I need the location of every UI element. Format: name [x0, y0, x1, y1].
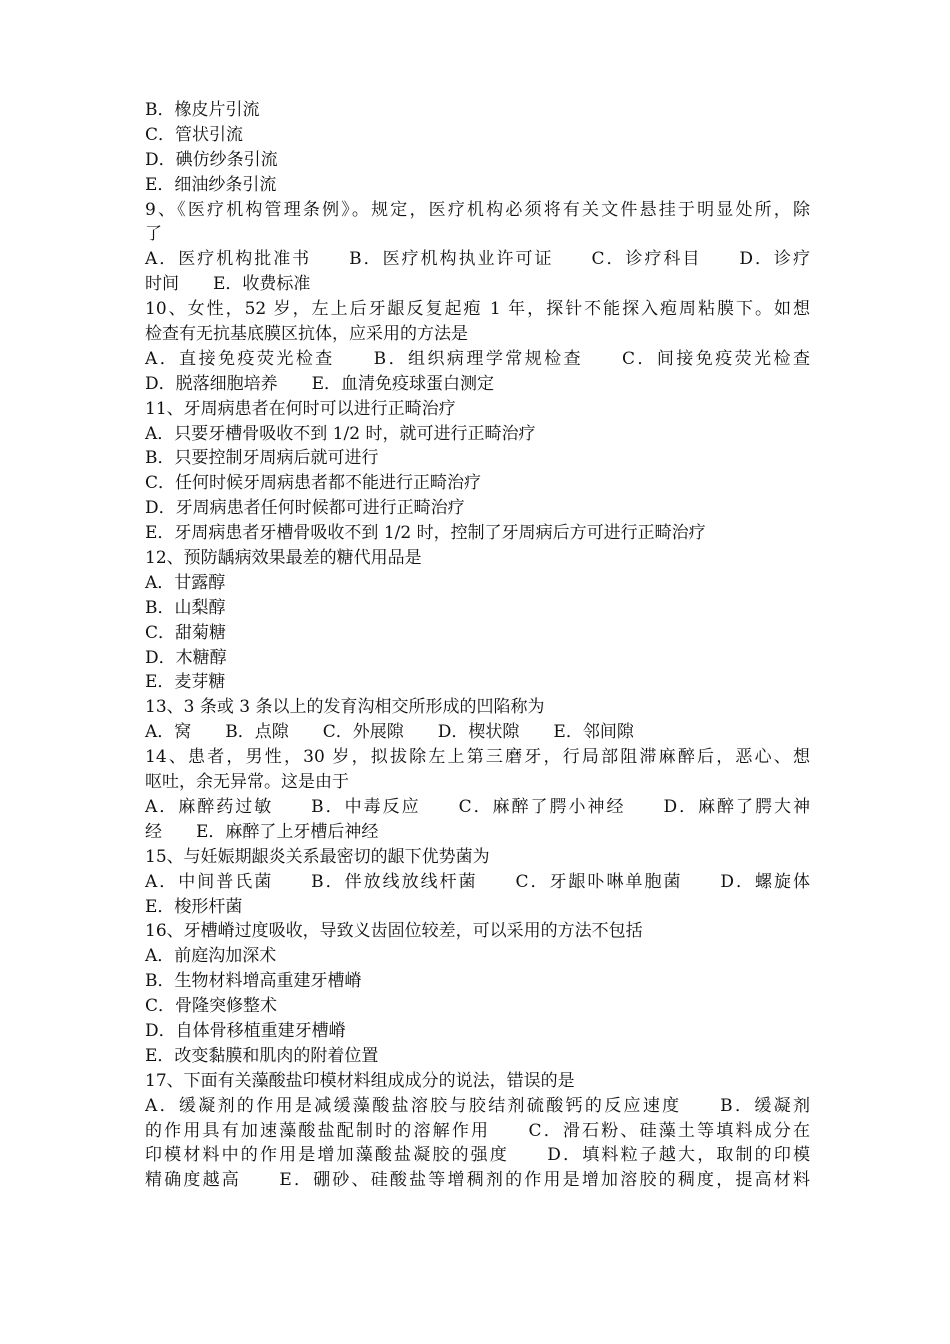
- text-line: 时间 E．收费标准: [145, 274, 311, 295]
- text-line: 16、牙槽嵴过度吸收，导致义齿固位较差，可以采用的方法不包括: [145, 921, 643, 942]
- text-line: C．甜菊糖: [145, 622, 227, 643]
- text-line: 15、与妊娠期龈炎关系最密切的龈下优势菌为: [145, 846, 490, 867]
- text-line: 检查有无抗基底膜区抗体，应采用的方法是: [145, 324, 468, 345]
- text-line: A．麻醉药过敏 B．中毒反应 C．麻醉了腭小神经 D．麻醉了腭大神: [145, 796, 810, 817]
- text-line: B．只要控制牙周病后就可进行: [145, 448, 379, 469]
- text-line: E．麦芽糖: [145, 672, 226, 693]
- text-line: 精确度越高 E．硼砂、硅酸盐等增稠剂的作用是增加溶胶的稠度，提高材料: [145, 1170, 810, 1191]
- text-line: A．直接免疫荧光检查 B．组织病理学常规检查 C．间接免疫荧光检查: [145, 348, 810, 369]
- text-line: 14、患者，男性，30 岁，拟拔除左上第三磨牙，行局部阻滞麻醉后，恶心、想: [145, 747, 810, 768]
- text-line: 9、《医疗机构管理条例》。规定，医疗机构必须将有关文件悬挂于明显处所，除: [145, 199, 810, 220]
- text-line: E．牙周病患者牙槽骨吸收不到 1/2 时，控制了牙周病后方可进行正畸治疗: [145, 523, 706, 544]
- text-line: E．梭形杆菌: [145, 896, 243, 917]
- text-line: D．碘仿纱条引流: [145, 149, 278, 170]
- text-line: 了: [145, 224, 162, 245]
- text-line: B．生物材料增高重建牙槽嵴: [145, 971, 362, 992]
- text-line: 12、预防龋病效果最差的糖代用品是: [145, 548, 422, 569]
- text-line: 呕吐，余无异常。这是由于: [145, 772, 349, 793]
- text-line: A．只要牙槽骨吸收不到 1/2 时，就可进行正畸治疗: [145, 423, 536, 444]
- text-line: B．橡皮片引流: [145, 100, 260, 120]
- text-line: C．任何时候牙周病患者都不能进行正畸治疗: [145, 473, 482, 494]
- text-line: 印模材料中的作用是增加藻酸盐凝胶的强度 D．填料粒子越大，取制的印模: [145, 1145, 810, 1166]
- text-line: A．前庭沟加深术: [145, 946, 277, 967]
- text-line: 10、女性，52 岁，左上后牙龈反复起疱 1 年，探针不能探入疱周粘膜下。如想: [145, 299, 810, 320]
- text-line: A．缓凝剂的作用是减缓藻酸盐溶胶与胶结剂硫酸钙的反应速度 B．缓凝剂: [145, 1095, 810, 1116]
- text-line: D．木糖醇: [145, 647, 227, 668]
- text-line: 17、下面有关藻酸盐印模材料组成成分的说法，错误的是: [145, 1070, 575, 1091]
- text-line: C．管状引流: [145, 124, 244, 145]
- document-page: [145, 98, 810, 1193]
- text-line: E．细油纱条引流: [145, 174, 277, 195]
- text-line: A．医疗机构批准书 B．医疗机构执业许可证 C．诊疗科目 D．诊疗: [145, 249, 810, 270]
- text-line: D．脱落细胞培养 E．血清免疫球蛋白测定: [145, 373, 495, 394]
- text-line: C．骨隆突修整术: [145, 996, 278, 1017]
- text-line: 13、3 条或 3 条以上的发育沟相交所形成的凹陷称为: [145, 697, 545, 718]
- text-line: E．改变黏膜和肌肉的附着位置: [145, 1045, 379, 1066]
- text-line: 经 E．麻醉了上牙槽后神经: [145, 821, 379, 842]
- text-line: A．中间普氏菌 B．伴放线放线杆菌 C．牙龈卟啉单胞菌 D．螺旋体: [145, 871, 810, 892]
- text-line: A．窝 B．点隙 C．外展隙 D．楔状隙 E．邻间隙: [145, 722, 634, 743]
- text-line: A．甘露醇: [145, 572, 226, 593]
- text-line: D．牙周病患者任何时候都可进行正畸治疗: [145, 498, 465, 519]
- text-line: 11、牙周病患者在何时可以进行正畸治疗: [145, 398, 456, 419]
- text-line: B．山梨醇: [145, 597, 226, 618]
- text-line: D．自体骨移植重建牙槽嵴: [145, 1020, 346, 1041]
- text-line: 的作用具有加速藻酸盐配制时的溶解作用 C．滑石粉、硅藻土等填料成分在: [145, 1120, 810, 1141]
